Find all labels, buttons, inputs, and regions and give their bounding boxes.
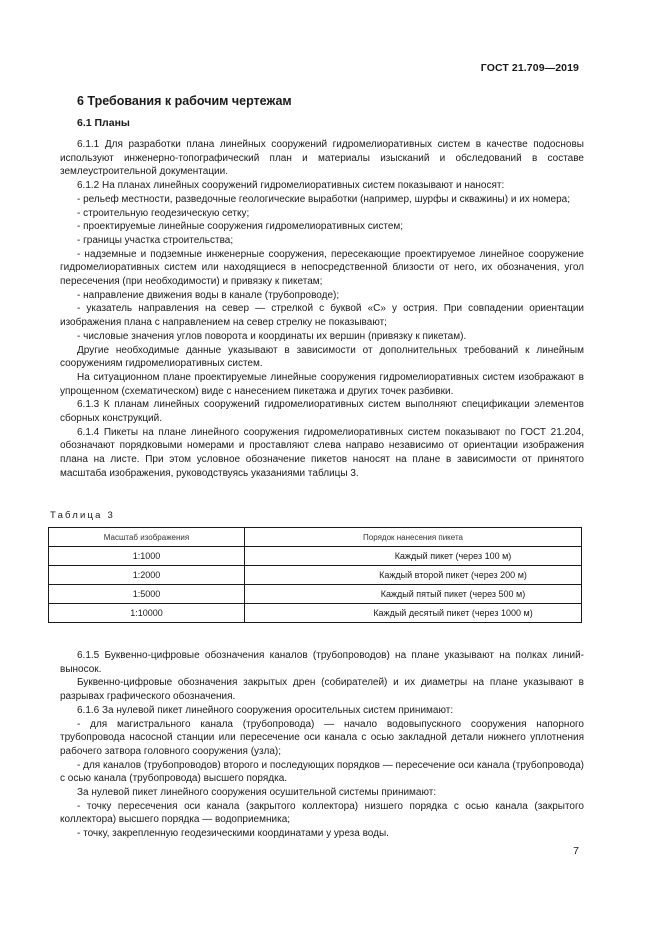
list-item: - точку, закрепленную геодезическими координатами у уреза воды.: [77, 828, 389, 840]
list-item: - точку пересечения оси канала (закрытого коллектора) низшего порядка с осью канала (закрытого коллектора) высшего порядка — водоприемника;: [60, 800, 584, 826]
paragraph: Другие необходимые данные указывают в зависимости от дополнительных требований к линейным сооружениям гидромелиоративных систем.: [60, 344, 584, 370]
table-header-order: Порядок нанесения пикета: [245, 528, 582, 547]
list-item: - границы участка строительства;: [77, 234, 234, 246]
table-row: [49, 566, 582, 585]
list-item: - числовые значения углов поворота и координаты их вершин (привязку к пикетам).: [77, 330, 467, 342]
list-item: - указатель направления на север — стрелкой с буквой «С» у острия. При совпадении ориентации изображения плана с направлением на север стрелку не показывают;: [60, 303, 584, 329]
list-item: - направление движения воды в канале (трубопроводе);: [77, 289, 340, 301]
table-header-scale: Масштаб изображения: [49, 528, 245, 547]
table-cell-order: Каждый пикет (через 100 м): [245, 547, 582, 566]
paragraph: 6.1.2 На планах линейных сооружений гидромелиоративных систем показывают и наносят:: [77, 180, 505, 192]
table-cell-scale: 1:5000: [49, 585, 245, 604]
paragraph: 6.1.3 К планам линейных сооружений гидромелиоративных систем выполняют спецификации элементов сборных конструкций.: [60, 399, 584, 425]
list-item: - строительную геодезическую сетку;: [77, 207, 250, 219]
table-header-row: [49, 528, 582, 547]
list-item: - для магистрального канала (трубопровода) — начало водовыпускного сооружения напорного трубопровода насосной станции или пересечение оси канала с осью закладной детали нижнего уплотнения рабочего затвора головного сооружения (узла);: [60, 718, 584, 757]
body-text-top: [60, 138, 584, 481]
list-item: - для каналов (трубопроводов) второго и последующих порядков — пересечение оси канала (трубопровода) с осью канала (трубопровода) высшего порядка.: [60, 759, 584, 785]
paragraph: За нулевой пикет линейного сооружения осушительной системы принимают:: [77, 787, 437, 799]
table-row: [49, 547, 582, 566]
subsection-title: 6.1 Планы: [77, 117, 130, 129]
paragraph: 6.1.1 Для разработки плана линейных сооружений гидромелиоративных систем в качестве подосновы используют инженерно-топографический план и материалы изысканий и обследований в составе землеустроительной документации.: [60, 139, 584, 178]
table-cell-order: Каждый десятый пикет (через 1000 м): [245, 604, 582, 623]
document-code: ГОСТ 21.709—2019: [480, 62, 579, 74]
table-caption: Таблица 3: [50, 510, 115, 521]
table-row: [49, 604, 582, 623]
section-title: 6 Требования к рабочим чертежам: [77, 94, 292, 108]
list-item: - надземные и подземные инженерные сооружения, пересекающие проектируемое линейное сооружение гидромелиоративных систем или находящиеся в непосредственной близости от него, их обозначения, угол пересечения (при необходимости) и привязку к пикетам;: [60, 248, 584, 288]
paragraph: 6.1.4 Пикеты на плане линейного сооружения гидромелиоративных систем показывают по ГОСТ 21.204, обозначают порядковыми номерами и проставляют слева направо независимо от ориентации изображения плана на листе. При этом условное обозначение пикетов наносят на плане в зависимости от принятого масштаба изображения, руководствуясь указаниями таблицы 3.: [60, 426, 584, 479]
table-cell-scale: 1:10000: [49, 604, 245, 623]
paragraph: Буквенно-цифровые обозначения закрытых дрен (собирателей) и их диаметры на плане указывают в разрывах графического обозначения.: [60, 677, 584, 703]
table-cell-order: Каждый второй пикет (через 200 м): [245, 566, 582, 585]
table-cell-scale: 1:2000: [49, 566, 245, 585]
paragraph: На ситуационном плане проектируемые линейные сооружения гидромелиоративных систем изображают в упрощенном (схематическом) виде с нанесением пикетажа и других точек разбивки.: [60, 371, 584, 397]
table-cell-scale: 1:1000: [49, 547, 245, 566]
list-item: - проектируемые линейные сооружения гидромелиоративных систем;: [77, 221, 404, 233]
table-cell-order: Каждый пятый пикет (через 500 м): [245, 585, 582, 604]
picket-table: [48, 527, 582, 623]
list-item: - рельеф местности, разведочные геологические выработки (например, шурфы и скважины) и их номера;: [77, 193, 571, 205]
paragraph: 6.1.5 Буквенно-цифровые обозначения каналов (трубопроводов) на плане указывают на полках линий-выносок.: [60, 650, 584, 675]
body-text-bottom: [60, 649, 584, 841]
table-row: [49, 585, 582, 604]
page-number: 7: [573, 845, 579, 857]
paragraph: 6.1.6 За нулевой пикет линейного сооружения оросительных систем принимают:: [77, 704, 454, 716]
